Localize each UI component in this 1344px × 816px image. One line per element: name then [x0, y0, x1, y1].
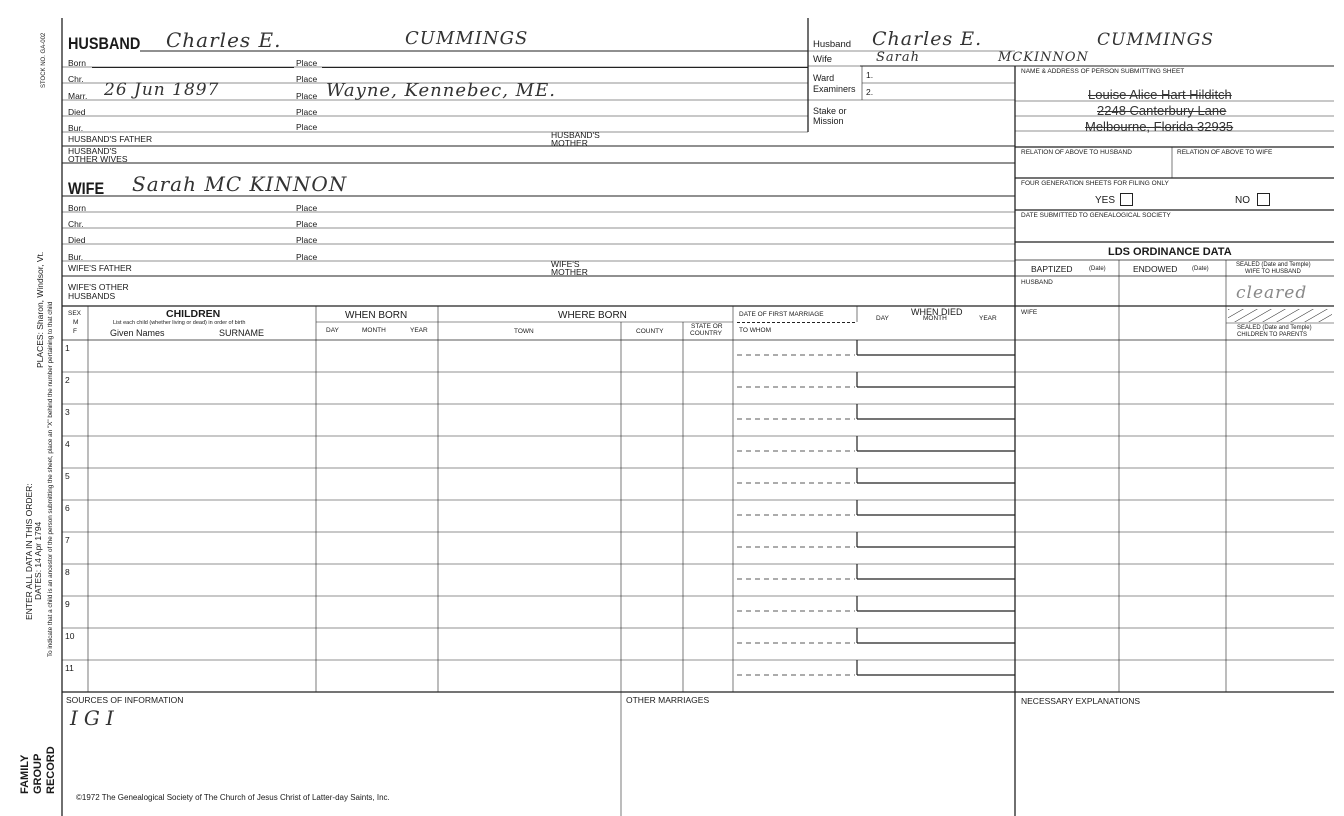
dates-instruction: DATES: 14 Apr 1794 — [33, 521, 43, 600]
husband-mother-label-2: MOTHER — [551, 138, 588, 148]
wife-mother-label-1: WIFE'S — [551, 259, 580, 269]
submitter-label: NAME & ADDRESS OF PERSON SUBMITTING SHEET — [1021, 68, 1185, 75]
header-husband-surname[interactable]: CUMMINGS — [1097, 30, 1214, 50]
examiner-1: 1. — [866, 70, 874, 80]
sources-label: SOURCES OF INFORMATION — [66, 695, 184, 705]
submitter-name[interactable]: Louise Alice Hart Hilditch — [1088, 87, 1232, 102]
wife-bur-place-label: Place — [296, 252, 318, 262]
child-row-number: 7 — [65, 535, 70, 545]
husband-chr-label: Chr. — [68, 74, 84, 84]
four-gen-no-label: NO — [1235, 195, 1250, 206]
four-gen-yes-label: YES — [1095, 195, 1116, 206]
state-header-2: COUNTRY — [690, 330, 723, 337]
necessary-explanations-label: NECESSARY EXPLANATIONS — [1021, 696, 1141, 706]
sex-m-label: M — [73, 319, 79, 326]
husband-marr-place-label: Place — [296, 91, 318, 101]
four-gen-label: FOUR GENERATION SHEETS FOR FILING ONLY — [1021, 180, 1169, 187]
header-wife-label: Wife — [813, 54, 832, 65]
husband-surname[interactable]: CUMMINGS — [405, 28, 529, 49]
lds-sealed-children-label-1: SEALED (Date and Temple) — [1237, 325, 1312, 331]
children-note: List each child (whether living or dead) in order of birth — [113, 320, 246, 326]
husband-marriage-place[interactable]: Wayne, Kennebec, ME. — [326, 80, 556, 101]
child-row-number: 1 — [65, 343, 70, 353]
lds-title: LDS ORDINANCE DATA — [1108, 246, 1232, 258]
child-row[interactable] — [88, 500, 1334, 532]
stock-number: STOCK NO. GA-002 — [41, 32, 47, 88]
died-day-header: DAY — [876, 315, 889, 322]
wife-died-place-label: Place — [296, 235, 318, 245]
submitter-street[interactable]: 2248 Canterbury Lane — [1097, 103, 1227, 118]
died-month-header: MONTH — [923, 315, 947, 322]
husband-born-label: Born — [68, 58, 86, 68]
surname-header: SURNAME — [219, 328, 265, 338]
husband-other-wives-2: OTHER WIVES — [68, 154, 128, 164]
four-gen-yes-checkbox[interactable] — [1120, 193, 1133, 206]
examiners-label: Examiners — [813, 84, 856, 94]
ward-label: Ward — [813, 73, 835, 83]
child-row[interactable] — [88, 436, 1334, 468]
wife-born-place-label: Place — [296, 203, 318, 213]
born-year-header: YEAR — [410, 327, 428, 334]
side-title-record: RECORD — [45, 746, 57, 794]
examiner-2: 2. — [866, 87, 874, 97]
to-whom-header: TO WHOM — [739, 327, 772, 334]
stake-label-2: Mission — [813, 116, 844, 126]
sex-f-label: F — [73, 328, 77, 335]
child-row-number: 11 — [65, 663, 74, 673]
husband-father-label: HUSBAND'S FATHER — [68, 134, 153, 144]
four-gen-no-checkbox[interactable] — [1257, 193, 1270, 206]
wife-mother-label-2: MOTHER — [551, 267, 588, 277]
lds-sealed-wife-label-1: SEALED (Date and Temple) — [1236, 262, 1311, 268]
child-row[interactable] — [88, 564, 1334, 596]
born-day-header: DAY — [326, 327, 339, 334]
stake-label-1: Stake or — [813, 106, 847, 116]
ancestor-instruction: To indicate that a child is an ancestor of the person submitting the sheet, place an "X" behind the number pertaining to that child — [47, 301, 54, 657]
lds-endowed-date-label: (Date) — [1192, 266, 1209, 272]
relation-wife-label: RELATION OF ABOVE TO WIFE — [1177, 149, 1273, 156]
first-marriage-header: DATE OF FIRST MARRIAGE — [739, 311, 824, 318]
lds-baptized-date-label: (Date) — [1089, 266, 1106, 272]
lds-husband-label: HUSBAND — [1021, 279, 1053, 286]
husband-born-place-label: Place — [296, 58, 318, 68]
lds-endowed-label: ENDOWED — [1133, 264, 1178, 274]
sources-value[interactable]: IGI — [70, 706, 120, 730]
when-born-header: WHEN BORN — [345, 310, 408, 321]
husband-marr-label: Marr. — [68, 91, 88, 101]
child-row[interactable] — [88, 340, 1334, 372]
child-row[interactable] — [88, 532, 1334, 564]
husband-chr-place-label: Place — [296, 74, 318, 84]
wife-other-husbands-1: WIFE'S OTHER — [68, 282, 129, 292]
sex-label: SEX — [68, 310, 82, 317]
husband-bur-place-label: Place — [296, 122, 318, 132]
order-instruction: ENTER ALL DATA IN THIS ORDER: — [24, 483, 34, 620]
wife-chr-label: Chr. — [68, 219, 84, 229]
husband-marriage-date[interactable]: 26 Jun 1897 — [104, 80, 220, 100]
child-row-number: 5 — [65, 471, 70, 481]
husband-heading: HUSBAND — [68, 34, 141, 53]
lds-sealed-value[interactable]: cleared — [1236, 283, 1308, 303]
other-marriages-label: OTHER MARRIAGES — [626, 695, 710, 705]
lds-wife-label: WIFE — [1021, 309, 1038, 316]
husband-mother-label-1: HUSBAND'S — [551, 130, 600, 140]
child-row[interactable] — [88, 468, 1334, 500]
header-husband-label: Husband — [813, 39, 852, 50]
husband-other-wives-1: HUSBAND'S — [68, 146, 117, 156]
husband-died-label: Died — [68, 107, 86, 117]
wife-name[interactable]: Sarah MC KINNON — [132, 172, 348, 196]
wife-died-label: Died — [68, 235, 86, 245]
child-row[interactable] — [88, 372, 1334, 404]
children-heading: CHILDREN — [166, 308, 221, 320]
wife-father-label: WIFE'S FATHER — [68, 263, 132, 273]
wife-born-label: Born — [68, 203, 86, 213]
header-husband-given[interactable]: Charles E. — [872, 28, 983, 50]
husband-bur-label: Bur. — [68, 123, 84, 133]
relation-husband-label: RELATION OF ABOVE TO HUSBAND — [1021, 149, 1132, 156]
born-month-header: MONTH — [362, 327, 386, 334]
child-row[interactable] — [88, 596, 1334, 628]
husband-died-place-label: Place — [296, 107, 318, 117]
header-wife-given[interactable]: Sarah — [876, 50, 920, 65]
places-instruction: PLACES: Sharon, Windsor, Vt. — [35, 251, 45, 368]
header-wife-surname[interactable]: MCKINNON — [998, 50, 1089, 65]
date-submitted-label: DATE SUBMITTED TO GENEALOGICAL SOCIETY — [1021, 212, 1171, 219]
wife-chr-place-label: Place — [296, 219, 318, 229]
when-died-header: WHEN DIED — [911, 307, 963, 317]
child-row-number: 9 — [65, 599, 70, 609]
wife-heading: WIFE — [68, 179, 105, 198]
child-row-number: 2 — [65, 375, 70, 385]
child-row-number: 8 — [65, 567, 70, 577]
given-names-header: Given Names — [110, 328, 165, 338]
town-header: TOWN — [514, 328, 534, 335]
side-title-family: FAMILY — [19, 754, 31, 794]
died-year-header: YEAR — [979, 315, 997, 322]
child-row[interactable] — [88, 404, 1334, 436]
wife-bur-label: Bur. — [68, 252, 84, 262]
child-row-number: 6 — [65, 503, 70, 513]
lds-baptized-label: BAPTIZED — [1031, 264, 1073, 274]
child-row-number: 10 — [65, 631, 75, 641]
submitter-city[interactable]: Melbourne, Florida 32935 — [1085, 119, 1234, 134]
copyright: ©1972 The Genealogical Society of The Church of Jesus Christ of Latter-day Saints, Inc. — [76, 793, 390, 802]
county-header: COUNTY — [636, 328, 664, 335]
side-title-group: GROUP — [32, 753, 44, 794]
child-row-number: 3 — [65, 407, 70, 417]
state-header-1: STATE OR — [691, 323, 723, 330]
wife-other-husbands-2: HUSBANDS — [68, 291, 116, 301]
where-born-header: WHERE BORN — [558, 310, 627, 321]
child-row[interactable] — [88, 660, 1334, 692]
lds-sealed-children-label-2: CHILDREN TO PARENTS — [1237, 332, 1308, 338]
lds-sealed-wife-label-2: WIFE TO HUSBAND — [1245, 269, 1301, 275]
child-row[interactable] — [88, 628, 1334, 660]
child-row-number: 4 — [65, 439, 70, 449]
husband-given-name[interactable]: Charles E. — [166, 28, 282, 52]
